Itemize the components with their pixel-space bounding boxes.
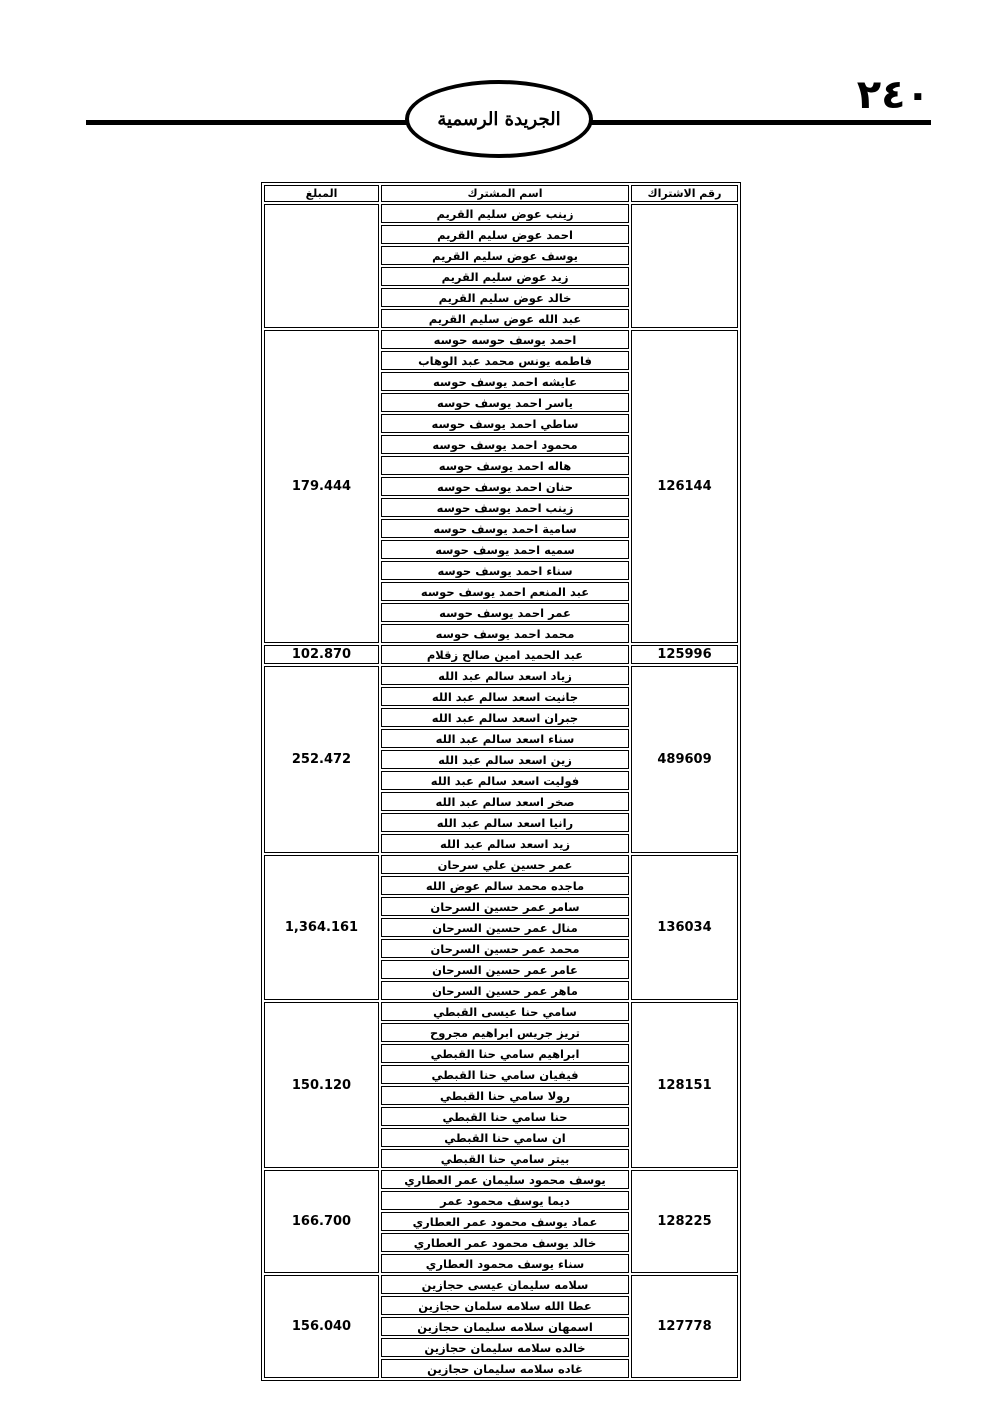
table-body xyxy=(264,204,738,1378)
subscriber-name-cell: جانيت اسعد سالم عبد الله xyxy=(381,687,629,706)
gazette-title: الجريدة الرسمية xyxy=(437,108,561,130)
subscriber-name-cell: محمد عمر حسين السرحان xyxy=(381,939,629,958)
subscriber-name-cell: سامر عمر حسين السرحان xyxy=(381,897,629,916)
subscriber-name-cell: عبد الله عوض سليم القريم xyxy=(381,309,629,328)
amount-cell: 179.444 xyxy=(264,330,379,643)
subscription-number-cell: 125996 xyxy=(631,645,738,664)
amount-cell xyxy=(264,204,379,328)
amount-cell: 150.120 xyxy=(264,1002,379,1168)
subscription-number-cell: 489609 xyxy=(631,666,738,853)
subscriber-name-cell: سناء اسعد سالم عبد الله xyxy=(381,729,629,748)
subscriber-name-cell: احمد يوسف حوسه حوسه xyxy=(381,330,629,349)
subscriber-name-cell: عبد المنعم احمد يوسف حوسه xyxy=(381,582,629,601)
subscriber-name-cell: يوسف عوض سليم القريم xyxy=(381,246,629,265)
subscriber-name-cell: اسمهان سلامه سليمان حجازين xyxy=(381,1317,629,1336)
subscriber-name-cell: زينب احمد يوسف حوسه xyxy=(381,498,629,517)
subscriber-name-cell: فوليت اسعد سالم عبد الله xyxy=(381,771,629,790)
subscribers-table xyxy=(261,182,741,1381)
subscriber-name-cell: سميه احمد يوسف حوسه xyxy=(381,540,629,559)
amount-cell: 156.040 xyxy=(264,1275,379,1378)
subscriber-name-cell: عمر حسين علي سرحان xyxy=(381,855,629,874)
subscriber-name-cell: رانيا اسعد سالم عبد الله xyxy=(381,813,629,832)
amount-cell: 166.700 xyxy=(264,1170,379,1273)
subscriber-name-cell: سناء احمد يوسف حوسه xyxy=(381,561,629,580)
subscription-number-cell xyxy=(631,204,738,328)
amount-cell: 1,364.161 xyxy=(264,855,379,1000)
subscription-number-cell: 127778 xyxy=(631,1275,738,1378)
subscriber-name-cell: عماد يوسف محمود عمر العطاري xyxy=(381,1212,629,1231)
subscriber-name-cell: خالد يوسف محمود عمر العطاري xyxy=(381,1233,629,1252)
subscriber-name-cell: محمود احمد يوسف حوسه xyxy=(381,435,629,454)
subscriber-name-cell: حنان احمد يوسف حوسه xyxy=(381,477,629,496)
subscriber-name-cell: سامية احمد يوسف حوسه xyxy=(381,519,629,538)
header-subscriber-name: اسم المشترك xyxy=(381,185,629,202)
subscriber-name-cell: صخر اسعد سالم عبد الله xyxy=(381,792,629,811)
table-row xyxy=(264,1002,738,1021)
subscriber-name-cell: ان سامي حنا القبطي xyxy=(381,1128,629,1147)
subscriber-name-cell: محمد احمد يوسف حوسه xyxy=(381,624,629,643)
table-header-row xyxy=(264,185,738,202)
subscription-number-cell: 128225 xyxy=(631,1170,738,1273)
subscriber-name-cell: سامي حنا عيسى القبطي xyxy=(381,1002,629,1021)
subscriber-name-cell: فاطمه يونس محمد عبد الوهاب xyxy=(381,351,629,370)
subscriber-name-cell: ماهر عمر حسين السرحان xyxy=(381,981,629,1000)
subscriber-name-cell: خالده سلامه سليمان حجازين xyxy=(381,1338,629,1357)
subscriber-name-cell: تريز جريس ابراهيم مجروح xyxy=(381,1023,629,1042)
subscriber-name-cell: عبد الحميد امين صالح زقلام xyxy=(381,645,629,664)
amount-cell: 102.870 xyxy=(264,645,379,664)
subscriber-name-cell: زينب عوض سليم القريم xyxy=(381,204,629,223)
table-row xyxy=(264,645,738,664)
header-subscription-no: رقم الاشتراك xyxy=(631,185,738,202)
subscriber-name-cell: سلامه سليمان عيسى حجازين xyxy=(381,1275,629,1294)
subscription-number-cell: 128151 xyxy=(631,1002,738,1168)
table-row xyxy=(264,1170,738,1189)
subscriber-name-cell: يوسف محمود سليمان عمر العطاري xyxy=(381,1170,629,1189)
subscriber-name-cell: ابراهيم سامي حنا القبطي xyxy=(381,1044,629,1063)
subscriber-name-cell: زيد عوض سليم القريم xyxy=(381,267,629,286)
table-row xyxy=(264,204,738,223)
subscriber-name-cell: حنا سامي حنا القبطي xyxy=(381,1107,629,1126)
page-number: ٢٤٠ xyxy=(856,72,930,118)
subscriber-name-cell: هاله احمد يوسف حوسه xyxy=(381,456,629,475)
subscriber-name-cell: سناء يوسف محمود العطاري xyxy=(381,1254,629,1273)
subscriber-name-cell: زياد اسعد سالم عبد الله xyxy=(381,666,629,685)
header-amount: المبلغ xyxy=(264,185,379,202)
subscriber-name-cell: عايشه احمد يوسف حوسه xyxy=(381,372,629,391)
subscription-number-cell: 126144 xyxy=(631,330,738,643)
subscriber-name-cell: زيد اسعد سالم عبد الله xyxy=(381,834,629,853)
table-row xyxy=(264,666,738,685)
subscriber-name-cell: زين اسعد سالم عبد الله xyxy=(381,750,629,769)
subscriber-name-cell: رولا سامي حنا القبطي xyxy=(381,1086,629,1105)
subscriber-name-cell: غاده سلامه سليمان حجازين xyxy=(381,1359,629,1378)
subscriber-name-cell: جبران اسعد سالم عبد الله xyxy=(381,708,629,727)
subscriber-name-cell: خالد عوض سليم القريم xyxy=(381,288,629,307)
subscriber-name-cell: بيتر سامي حنا القبطي xyxy=(381,1149,629,1168)
table-row xyxy=(264,855,738,874)
subscriber-name-cell: عطا الله سلامه سلمان حجازين xyxy=(381,1296,629,1315)
subscriber-name-cell: عمر احمد يوسف حوسه xyxy=(381,603,629,622)
subscriber-name-cell: ماجده محمد سالم عوض الله xyxy=(381,876,629,895)
subscriber-name-cell: فيفيان سامي حنا القبطي xyxy=(381,1065,629,1084)
amount-cell: 252.472 xyxy=(264,666,379,853)
table-row xyxy=(264,1275,738,1294)
subscriber-name-cell: ساطي احمد يوسف حوسه xyxy=(381,414,629,433)
subscriber-name-cell: احمد عوض سليم القريم xyxy=(381,225,629,244)
subscriber-name-cell: منال عمر حسين السرحان xyxy=(381,918,629,937)
subscriber-name-cell: ياسر احمد يوسف حوسه xyxy=(381,393,629,412)
subscriber-name-cell: عامر عمر حسين السرحان xyxy=(381,960,629,979)
title-oval xyxy=(405,80,593,158)
subscriber-name-cell: ديما يوسف محمود عمر xyxy=(381,1191,629,1210)
table-row xyxy=(264,330,738,349)
subscription-number-cell: 136034 xyxy=(631,855,738,1000)
